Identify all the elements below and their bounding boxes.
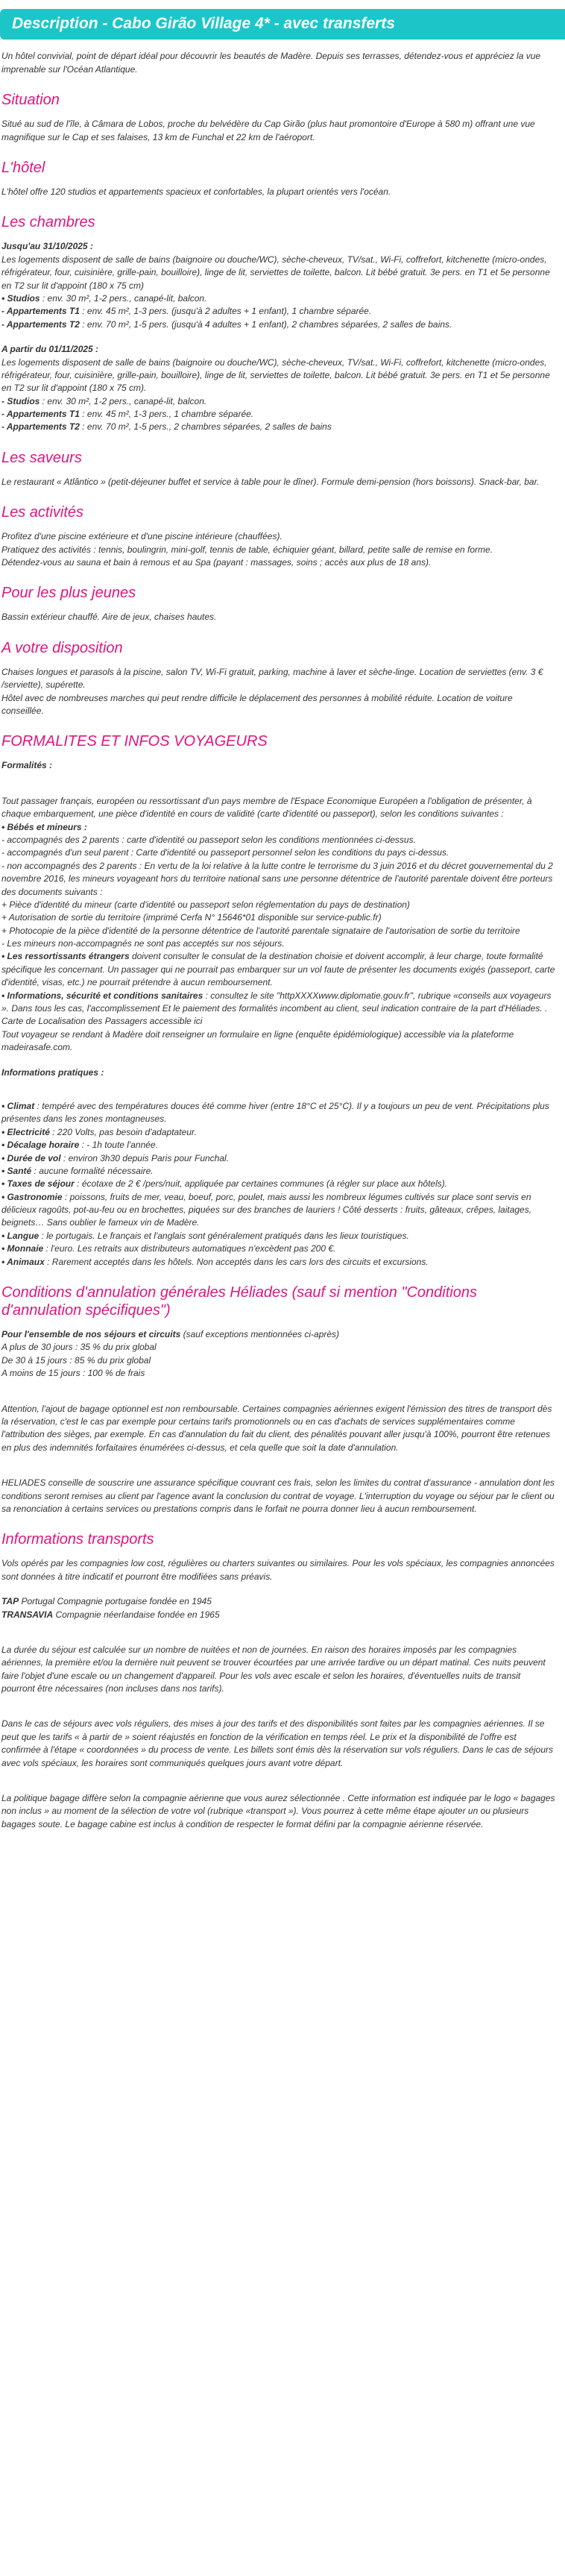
minors-line: + Pièce d'identité du mineur (carte d'identité ou passeport selon réglementation du pays de destination) xyxy=(1,899,410,910)
room-type-item: • Studios : env. 30 m², 1-2 pers., canapé-lit, balcon. xyxy=(1,292,207,304)
description-banner: Description - Cabo Girão Village 4* - avec transferts xyxy=(0,9,565,40)
room-type-item: - Appartements T1 : env. 45 m², 1-3 pers. (jusqu'à 2 adultes + 1 enfant), 1 chambre séparée. xyxy=(1,306,372,317)
practical-item: • Décalage horaire : - 1h toute l'année. xyxy=(1,1140,158,1151)
cancellation-tiers xyxy=(1,1328,556,1380)
facilities-text: Chaises longues et parasols à la piscine, salon TV, Wi-Fi gratuit, parking, machine à laver et sèche-linge. Location de serviettes (env. 3 € /serviette), supérette. Hôtel avec de nombreuses marches qui peut rendre difficile le déplacement des personnes à mobilité réduite. Location de voiture conseillée. xyxy=(1,666,543,716)
formalities-intro: Tout passager français, européen ou ressortissant d'un pays membre de l'Espace Economique Européen a l'obligation de présenter, à chaque embarquement, une pièce d'identité en cours de validité (carte d'identité ou passeport), selon les conditions suivantes : xyxy=(1,795,532,820)
minors-line: - accompagnés d'un seul parent : Carte d'identité ou passeport personnel selon les conditions du pays ci-dessus. xyxy=(1,847,449,858)
rooms-block-2 xyxy=(1,343,556,434)
minors-line: + Autorisation de sortie du territoire (imprimé Cerfa N° 15646*01 disponible sur service-public.fr) xyxy=(1,912,382,923)
facilities-title: A votre disposition xyxy=(1,639,123,656)
minors-line: - Les mineurs non-accompagnés ne sont pas acceptés sur nos séjours. xyxy=(1,938,285,949)
practical-info-list xyxy=(1,1100,556,1269)
rooms-title: Les chambres xyxy=(1,214,95,231)
practical-item: • Animaux : Rarement acceptés dans les hôtels. Non acceptés dans les cars lors des circuits et excursions. xyxy=(1,1256,429,1267)
cancellation-insurance: HELIADES conseille de souscrire une assurance spécifique couvrant ces frais, selon les limites du contrat d'assurance - annulation dont les conditions seront remises au client par l'agence avant la conclusion du contrat de voyage. L'interruption du voyage ou séjour par le client ou sa renonciation à certains services ou prestations compris dans le forfait ne pourra donner lieu à aucun remboursement. xyxy=(1,1477,555,1514)
formalities-subtitle: Formalités : xyxy=(1,760,53,771)
minors-line: - non accompagnés des 2 parents : En vertu de la loi relative à la lutte contre le terrorisme du 3 juin 2016 et du décret gouvernemental du 2 novembre 2016, les mineurs voyageant hors du territoire national sans une personne détentrice de l'autorité parentale doivent être porteurs des documents suivants : xyxy=(1,860,553,897)
practical-item: • Gastronomie : poissons, fruits de mer, veau, boeuf, porc, poulet, mais aussi les nombreux légumes cultivés sur place sont servis en délicieux ragoûts, pot-au-feu ou en brochettes, piquées sur des branches de lauriers ! Côté desserts : fruits, gâteaux, crêpes, laitages, beignets… Sans oublier le fameux vin de Madère. xyxy=(1,1191,532,1228)
formalities-title: FORMALITES ET INFOS VOYAGEURS xyxy=(1,733,268,750)
airline-list xyxy=(1,1595,556,1621)
cancellation-tier: A moins de 15 jours : 100 % de frais xyxy=(1,1368,145,1379)
cancellation-heading: Pour l'ensemble de nos séjours et circuits (sauf exceptions mentionnées ci-après) xyxy=(1,1329,340,1340)
practical-item: • Climat : tempéré avec des températures douces été comme hiver (entre 18°C et 25°C). Il y a toujours un peu de vent. Précipitations plus présentes dans les zones montagneuses. xyxy=(1,1100,549,1125)
rooms-block-1 xyxy=(1,240,556,331)
practical-item: • Langue : le portugais. Le français et l'anglais sont généralement pratiqués dans les lieux touristiques. xyxy=(1,1230,409,1241)
practical-item: • Durée de vol : environ 3h30 depuis Paris pour Funchal. xyxy=(1,1152,230,1163)
health-info: • Informations, sécurité et conditions sanitaires : consultez le site "httpXXXXwww.diplomatie.gouv.fr", rubrique «conseils aux voyageurs ». Dans tous les cas, l'accomplissement Et le paiement des formalités incombent au client, seul indication contraire de la part d'Héliades. . xyxy=(1,990,552,1014)
practical-item: • Taxes de séjour : écotaxe de 2 € /pers/nuit, appliquée par certaines communes (à régler sur place aux hôtels). xyxy=(1,1178,448,1190)
minors-line: + Photocopie de la pièce d'identité de la personne détentrice de l'autorité parentale signataire de l'autorisation de sortie du territoire xyxy=(1,925,520,936)
transport-baggage-text: La politique bagage diffère selon la compagnie aérienne que vous aurez sélectionnée . Cette information est indiquée par le logo « bagages non inclus » au moment de la sélection de votre vol (rubrique «transport »). Vous pourrez à cette même étape ajouter un ou plusieurs bagages soute. Le bagage cabine est inclus à condition de respecter le format défini par la compagnie aérienne réservée. xyxy=(1,1793,555,1829)
room-type-item: - Studios : env. 30 m², 1-2 pers., canapé-lit, balcon. xyxy=(1,395,207,406)
minors-label: • Bébés et mineurs : xyxy=(1,821,87,832)
practical-info-label: Informations pratiques : xyxy=(1,1066,104,1078)
cancellation-attention: Attention, l'ajout de bagage optionnel est non remboursable. Certaines compagnies aériennes exigent l'émission des titres de transport dès la réservation, c'est le cas par exemple pour certains tarifs promotionnels ou en cas d'achats de services supplémentaires comme l'attribution des sièges, par exemple. En cas d'annulation du fait du client, des pénalités pouvant aller jusqu'à 100%, pourront être retenues en plus des indemnités forfaitaires énumérées ci-dessus, et cela quelle que soit la date d'annulation. xyxy=(1,1403,552,1453)
cancellation-tier: A plus de 30 jours : 35 % du prix global xyxy=(1,1342,157,1353)
rooms-block-1-heading: Jusqu'au 31/10/2025 : xyxy=(1,241,93,252)
room-type-item: - Appartements T2 : env. 70 m², 1-5 pers. (jusqu'à 4 adultes + 1 enfant), 2 chambres séparées, 2 salles de bains. xyxy=(1,318,452,330)
practical-item: • Electricité : 220 Volts, pas besoin d'adaptateur. xyxy=(1,1126,197,1137)
kids-text: Bassin extérieur chauffé. Aire de jeux, chaises hautes. xyxy=(1,612,217,623)
hotel-title: L'hôtel xyxy=(1,160,45,176)
hotel-text: L'hôtel offre 120 studios et appartements spacieux et confortables, la plupart orientés vers l'océan. xyxy=(1,186,391,197)
practical-item: • Monnaie : l'euro. Les retraits aux distributeurs automatiques n'excèdent pas 200 €. xyxy=(1,1243,336,1254)
transport-title: Informations transports xyxy=(1,1531,154,1548)
practical-item: • Santé : aucune formalité nécessaire. xyxy=(1,1165,154,1176)
health-form-info: Tout voyageur se rendant à Madère doit renseigner un formulaire en ligne (enquête épidémiologique) accessible via la plateforme madeirasafe.com. xyxy=(1,1028,514,1053)
room-type-item: - Appartements T2 : env. 70 m², 1-5 pers., 2 chambres séparées, 2 salles de bains xyxy=(1,421,332,433)
airline-item: TAP Portugal Compagnie portugaise fondée en 1945 xyxy=(1,1596,212,1607)
rooms-block-1-desc: Les logements disposent de salle de bains (baignoire ou douche/WC), sèche-cheveux, TV/sat., Wi-Fi, coffrefort, kitchenette (micro-ondes, réfrigérateur, four, cuisinière, grille-pain, bouilloire), linge de lit, serviettes de toilette, balcon. Lit bébé gratuit. 3e pers. en T1 et 5e personne en T2 sur lit d'appoint (180 x 75 cm) xyxy=(1,254,550,291)
content xyxy=(0,50,556,1831)
passenger-locator-link[interactable]: Carte de Localisation des Passagers accessible ici xyxy=(1,1016,203,1027)
minors-line: - accompagnés des 2 parents : carte d'identité ou passeport selon les conditions mentionnées ci-dessus. xyxy=(1,834,416,845)
kids-title: Pour les plus jeunes xyxy=(1,585,136,602)
activities-title: Les activités xyxy=(1,504,84,521)
foreigners-info: • Les ressortissants étrangers doivent consulter le consulat de la destination choisie et doivent accomplir, à leur charge, toute formalité spécifique les concernant. Un passager qui ne pourrait pas embarquer sur un vol faute de présenter les documents exigés (passeport, carte d'identité, visas, etc.) ne pourrait prétendre à aucun remboursement. xyxy=(1,951,555,988)
intro-text: Un hôtel convivial, point de départ idéal pour découvrir les beautés de Madère. Depuis ses terrasses, détendez-vous et appréciez la vue imprenable sur l'Océan Atlantique. xyxy=(1,51,541,75)
cancellation-title: Conditions d'annulation générales Héliades (sauf si mention "Conditions d'annulation spécifiques") xyxy=(1,1284,477,1319)
transport-intro: Vols opérés par les compagnies low cost, régulières ou charters suivantes ou similaires. Pour les vols spéciaux, les compagnies annoncées sont données à titre indicatif et pourront être modifiées sans préavis. xyxy=(1,1558,555,1582)
room-type-item: - Appartements T1 : env. 45 m², 1-3 pers., 1 chambre séparée. xyxy=(1,409,254,420)
situation-text: Situé au sud de l'île, à Câmara de Lobos, proche du belvédère du Cap Girão (plus haut promontoire d'Europe à 580 m) offrant une vue magnifique sur le Cap et ses falaises, 13 km de Funchal et 22 km de l'aéroport. xyxy=(1,119,535,142)
transport-nights-text: La durée du séjour est calculée sur un nombre de nuitées et non de journées. En raison des horaires imposés par les compagnies aériennes, la première et/ou la dernière nuit peuvent se trouver écourtées par une arrivée tardive ou un départ matinal. Ces nuits peuvent faire l'objet d'une escale ou un changement d'appareil. Pour les vols avec escale et selon les horaires, d'éventuelles nuits de transit pourront être nécessaires (non incluses dans nos tarifs). xyxy=(1,1644,546,1694)
situation-title: Situation xyxy=(1,92,60,109)
rooms-block-2-heading: A partir du 01/11/2025 : xyxy=(1,344,99,355)
airline-item: TRANSAVIA Compagnie néerlandaise fondée en 1965 xyxy=(1,1609,220,1620)
activities-text: Profitez d'une piscine extérieure et d'une piscine intérieure (chauffées). Pratiquez des activités : tennis, boulingrin, mini-golf, tennis de table, échiquier géant, billard, petite salle de remise en forme. Détendez-vous au sauna et bain à remous et au Spa (payant : massages, soins ; accès aux plus de 18 ans). xyxy=(1,531,493,568)
dining-text: Le restaurant « Atlântico » (petit-déjeuner buffet et service à table pour le dîner). Formule demi-pension (hors boissons). Snack-bar, bar. xyxy=(1,476,540,487)
formalities-block xyxy=(1,795,556,1055)
dining-title: Les saveurs xyxy=(1,449,82,466)
rooms-block-2-desc: Les logements disposent de salle de bains (baignoire ou douche/WC), sèche-cheveux, TV/sat., Wi-Fi, coffrefort, kitchenette (micro-ondes, réfrigérateur, four, cuisinière, grille-pain, bouilloire), linge de lit, serviettes de toilette, balcon. Lit bébé gratuit. 3e pers. en T1 et 5e personne en T2 sur lit d'appoint (180 x 75 cm). xyxy=(1,356,550,394)
cancellation-tier: De 30 à 15 jours : 85 % du prix global xyxy=(1,1354,151,1366)
transport-scheduled-text: Dans le cas de séjours avec vols réguliers, des mises à jour des tarifs et des disponibilités sont faites par les compagnies aériennes. Il se peut que les tarifs « à partir de » soient réajustés en fonction de la vérification en temps réel. Le prix et la disponibilité de l'offre est confirmée à l'étape « coordonnées » du process de vente. Les billets sont émis dès la réservation sur vols réguliers. Dans le cas de séjours avec vols spéciaux, les horaires sont communiqués quelques jours avant votre départ. xyxy=(1,1718,554,1768)
